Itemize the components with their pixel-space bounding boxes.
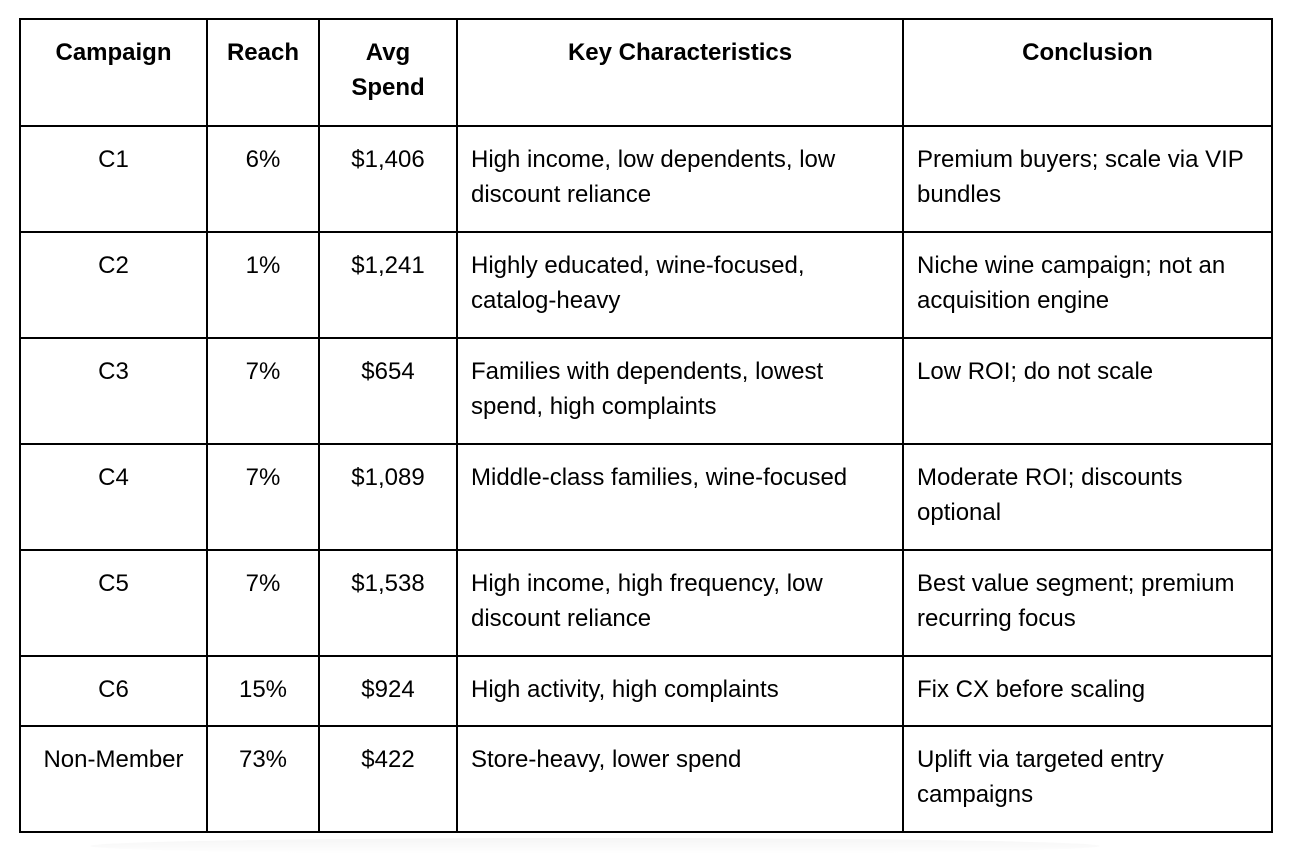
cell-characteristics: Store-heavy, lower spend — [457, 726, 903, 832]
cell-characteristics: Highly educated, wine-focused, catalog-heavy — [457, 232, 903, 338]
cell-reach: 7% — [207, 338, 319, 444]
header-key-characteristics: Key Characteristics — [457, 19, 903, 126]
cell-campaign: C3 — [20, 338, 207, 444]
cell-characteristics: High income, low dependents, low discount reliance — [457, 126, 903, 232]
table-row — [20, 126, 1272, 232]
table-row — [20, 550, 1272, 656]
cell-avg-spend: $422 — [319, 726, 457, 832]
cell-campaign: C5 — [20, 550, 207, 656]
cell-avg-spend: $1,089 — [319, 444, 457, 550]
cell-campaign: Non-Member — [20, 726, 207, 832]
cell-conclusion: Niche wine campaign; not an acquisition engine — [903, 232, 1272, 338]
cell-reach: 15% — [207, 656, 319, 726]
cell-reach: 7% — [207, 550, 319, 656]
cell-reach: 7% — [207, 444, 319, 550]
header-avg-spend: Avg Spend — [319, 19, 457, 126]
cell-characteristics: High activity, high complaints — [457, 656, 903, 726]
table-row — [20, 444, 1272, 550]
cell-campaign: C1 — [20, 126, 207, 232]
cell-conclusion: Low ROI; do not scale — [903, 338, 1272, 444]
cell-characteristics: Middle-class families, wine-focused — [457, 444, 903, 550]
cell-conclusion: Uplift via targeted entry campaigns — [903, 726, 1272, 832]
cell-avg-spend: $654 — [319, 338, 457, 444]
cell-avg-spend: $1,538 — [319, 550, 457, 656]
table-row — [20, 656, 1272, 726]
cell-conclusion: Best value segment; premium recurring focus — [903, 550, 1272, 656]
table-row — [20, 726, 1272, 832]
header-reach: Reach — [207, 19, 319, 126]
header-campaign: Campaign — [20, 19, 207, 126]
cell-reach: 1% — [207, 232, 319, 338]
page-shadow — [90, 838, 1100, 854]
cell-avg-spend: $1,241 — [319, 232, 457, 338]
cell-avg-spend: $1,406 — [319, 126, 457, 232]
table-row — [20, 338, 1272, 444]
campaign-summary-table — [19, 18, 1273, 833]
table-row — [20, 232, 1272, 338]
cell-conclusion: Fix CX before scaling — [903, 656, 1272, 726]
cell-characteristics: Families with dependents, lowest spend, high complaints — [457, 338, 903, 444]
cell-avg-spend: $924 — [319, 656, 457, 726]
header-conclusion: Conclusion — [903, 19, 1272, 126]
header-row — [20, 19, 1272, 126]
cell-reach: 73% — [207, 726, 319, 832]
cell-characteristics: High income, high frequency, low discount reliance — [457, 550, 903, 656]
cell-reach: 6% — [207, 126, 319, 232]
cell-campaign: C2 — [20, 232, 207, 338]
cell-conclusion: Premium buyers; scale via VIP bundles — [903, 126, 1272, 232]
cell-conclusion: Moderate ROI; discounts optional — [903, 444, 1272, 550]
cell-campaign: C6 — [20, 656, 207, 726]
cell-campaign: C4 — [20, 444, 207, 550]
